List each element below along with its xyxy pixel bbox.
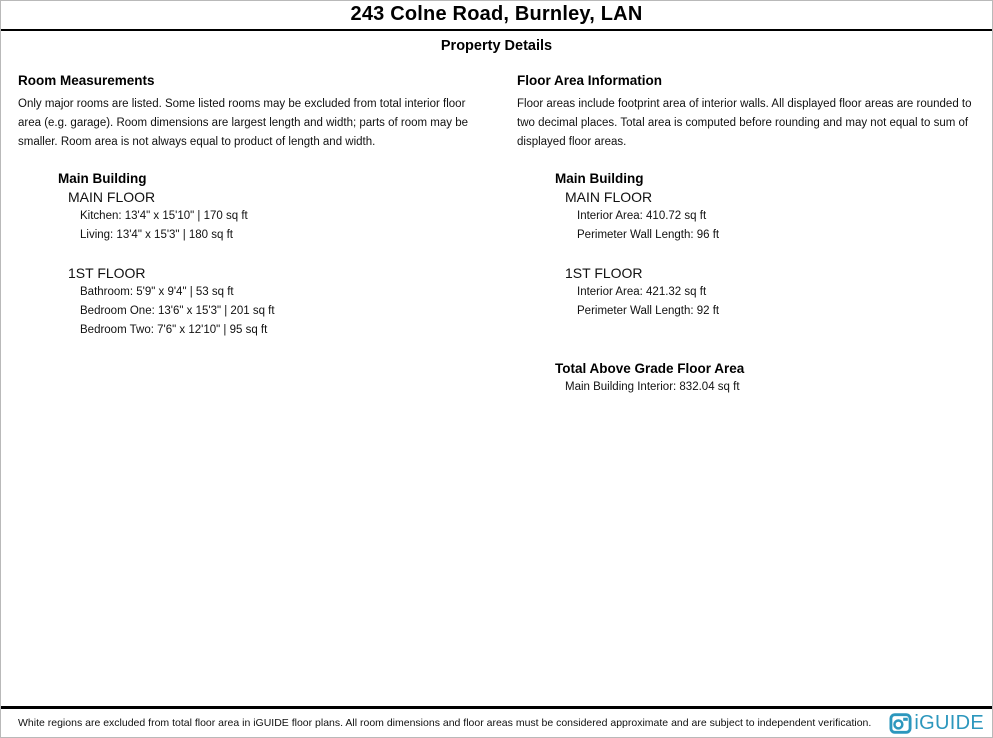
room-measurement-row: Bedroom Two: 7'6" x 12'10" | 95 sq ft (80, 324, 268, 336)
floor-group-main-floor (18, 188, 488, 245)
floor-area-description: Floor areas include footprint area of interior walls. All displayed floor areas are rounded to two decimal places. Total area is computed before rounding and may not equal to sum of displayed floor areas. (517, 98, 972, 148)
floor-name: 1ST FLOOR (565, 265, 643, 281)
floor-area-heading: Floor Area Information (517, 73, 663, 88)
footer-content (1, 709, 992, 737)
room-measurement-row: Living: 13'4" x 15'3" | 180 sq ft (80, 229, 233, 241)
content-columns (1, 73, 992, 397)
perimeter-wall-row: Perimeter Wall Length: 96 ft (577, 229, 720, 241)
floor-area-section (517, 73, 975, 397)
room-measurements-heading: Room Measurements (18, 73, 155, 88)
page-subtitle: Property Details (440, 38, 553, 54)
room-measurement-row: Bedroom One: 13'6" x 15'3" | 201 sq ft (80, 305, 275, 317)
room-measurement-row: Kitchen: 13'4" x 15'10" | 170 sq ft (80, 210, 248, 222)
room-measurement-row: Bathroom: 5'9" x 9'4" | 53 sq ft (80, 286, 234, 298)
floor-name: MAIN FLOOR (68, 189, 156, 205)
floor-group-main-floor (517, 188, 975, 245)
page-footer (1, 706, 992, 737)
floor-name: 1ST FLOOR (68, 265, 146, 281)
room-measurements-section (18, 73, 517, 397)
floor-area-tree (517, 169, 975, 397)
total-above-grade-heading: Total Above Grade Floor Area (555, 361, 745, 376)
floor-group-1st-floor (517, 264, 975, 321)
total-above-grade-block (517, 359, 975, 397)
total-above-grade-value: Main Building Interior: 832.04 sq ft (565, 381, 740, 393)
page-title: 243 Colne Road, Burnley, LAN (350, 3, 643, 25)
floor-group-1st-floor (18, 264, 488, 340)
interior-area-row: Interior Area: 410.72 sq ft (577, 210, 707, 222)
iguide-logo-text: iGUIDE (914, 712, 984, 734)
footer-disclaimer: White regions are excluded from total floor area in iGUIDE floor plans. All room dimensions and floor areas must be considered approximate and are subject to independent verification. (18, 717, 872, 729)
room-measurements-description: Only major rooms are listed. Some listed rooms may be excluded from total interior floor area (e.g. garage). Room dimensions are largest length and width; parts of room may be smaller. Room area is not always equal to product of length and width. (18, 98, 469, 148)
room-measurements-tree (18, 169, 488, 340)
interior-area-row: Interior Area: 421.32 sq ft (577, 286, 707, 298)
floor-name: MAIN FLOOR (565, 189, 653, 205)
building-name: Main Building (555, 171, 644, 186)
header-divider (1, 29, 992, 31)
iguide-logo (889, 712, 984, 735)
perimeter-wall-row: Perimeter Wall Length: 92 ft (577, 305, 720, 317)
camera-icon (889, 712, 912, 735)
building-name: Main Building (58, 171, 147, 186)
